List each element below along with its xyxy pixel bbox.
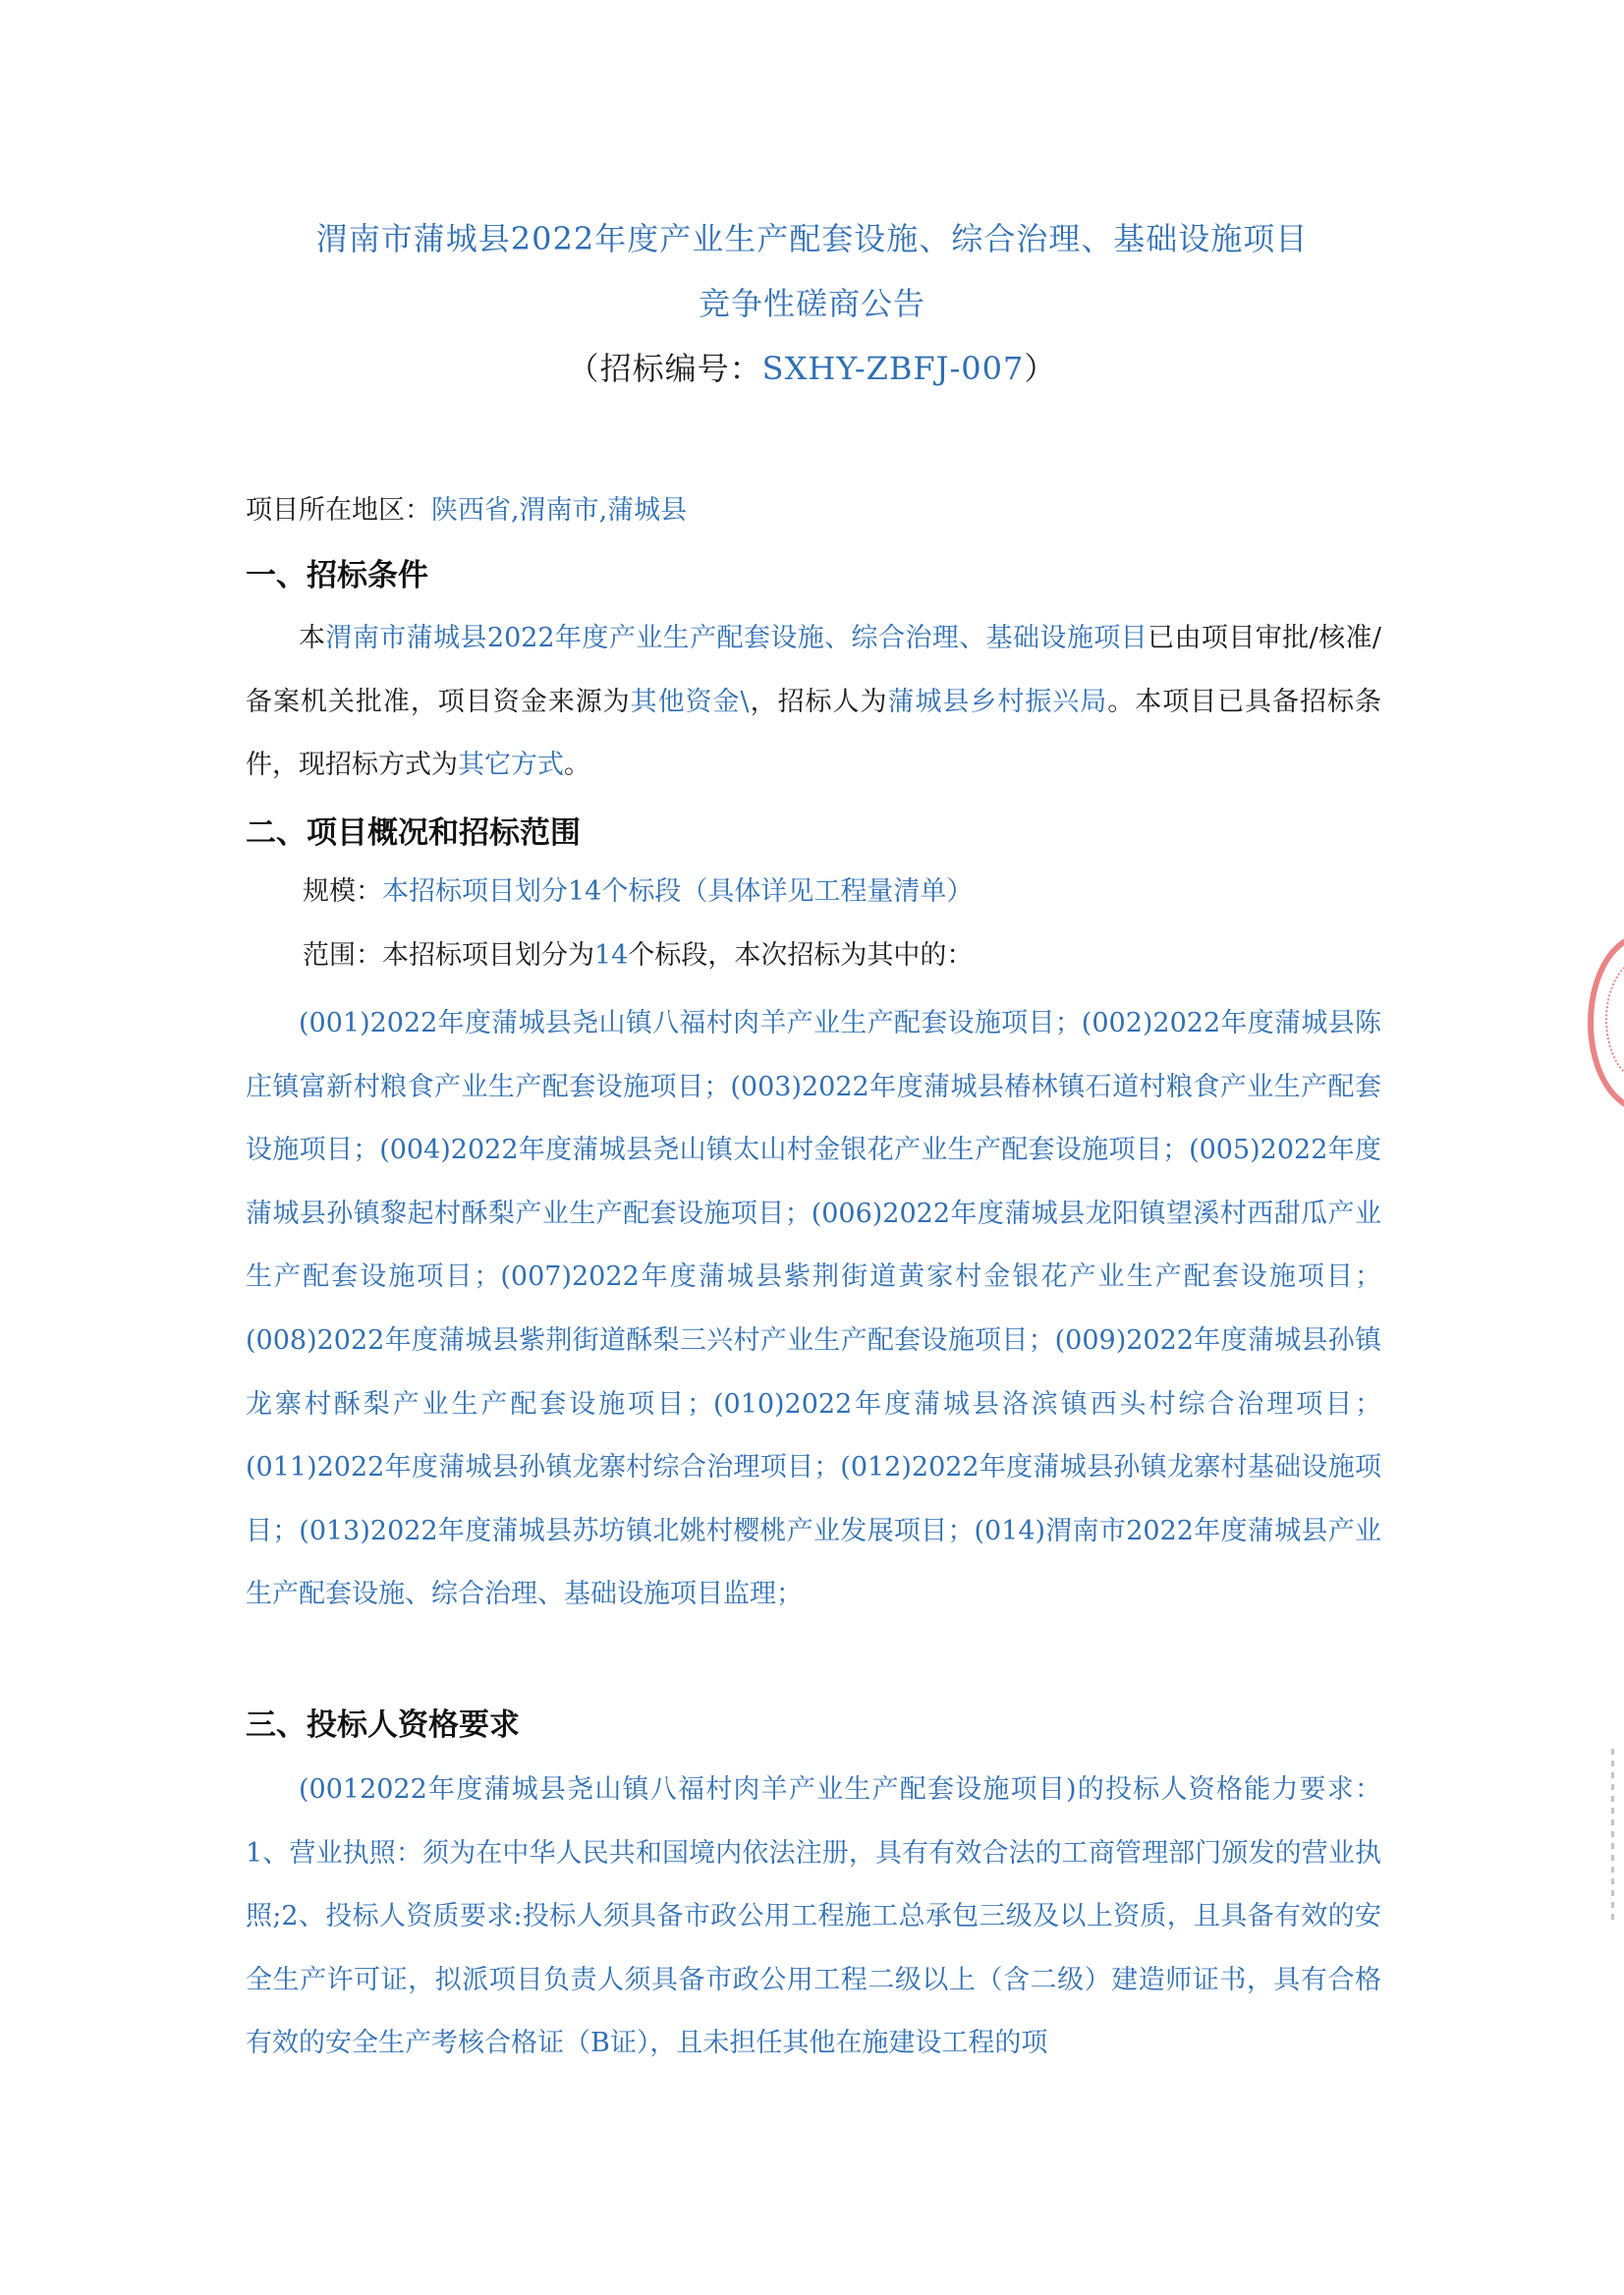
document-title-line1: 渭南市蒲城县2022年度产业生产配套设施、综合治理、基础设施项目 [315, 220, 1309, 257]
tender-code-suffix: ） [1024, 350, 1057, 387]
document-title-line2: 竞争性磋商公告 [698, 285, 925, 322]
section1-text-b: 已由项目审批/核准/备案机关批准，项目资金来源为 [246, 623, 1381, 717]
project-location [246, 491, 687, 531]
red-seal-stamp [1588, 933, 1624, 1112]
scale-label: 规模： [303, 876, 382, 907]
section1-paragraph [246, 607, 1381, 798]
section1-text-c: ，招标人为 [749, 686, 888, 717]
qualification-paragraph: (0012022年度蒲城县尧山镇八福村肉羊产业生产配套设施项目)的投标人资格能力要求：1、营业执照：须为在中华人民共和国境内依法注册，具有有效合法的工商管理部门颁发的营业执照;2、投标人资质要求:投标人须具备市政公用工程施工总承包三级及以上资质，且具备有效的安全生产许可证，拟派项目负责人须具备市政公用工程二级以上（含二级）建造师证书，具有合格有效的安全生产考核合格证（B证），且未担任其他在施建设工程的项 [246, 1774, 1381, 2059]
scope-label: 范围： [303, 940, 382, 971]
location-value: 陕西省,渭南市,蒲城县 [431, 495, 688, 526]
scope-count: 14 [594, 940, 629, 971]
section2-heading: 二、项目概况和招标范围 [246, 815, 581, 851]
binding-margin-mark [1611, 1749, 1614, 1926]
tender-code-value: SXHY-ZBFJ-007 [761, 350, 1025, 387]
scope-text-a: 本招标项目划分为 [382, 940, 594, 971]
scale-value: 本招标项目划分14个标段（具体详见工程量清单） [382, 876, 974, 907]
section3-heading: 三、投标人资格要求 [246, 1707, 520, 1743]
scale-line [303, 872, 973, 912]
section1-text-a: 本 [299, 623, 326, 653]
seal-inner-ring [1605, 959, 1624, 1081]
tender-code-prefix: （招标编号： [567, 350, 762, 387]
section1-fund: 其他资金\ [630, 686, 750, 717]
section1-heading: 一、招标条件 [246, 558, 428, 593]
section1-tenderer: 蒲城县乡村振兴局 [887, 686, 1108, 717]
section1-method: 其它方式 [458, 750, 564, 781]
scope-line [303, 936, 973, 976]
location-label: 项目所在地区： [246, 495, 431, 526]
scope-text-b: 个标段，本次招标为其中的： [628, 940, 974, 971]
tender-code [0, 344, 1624, 389]
section1-project-name: 渭南市蒲城县2022年度产业生产配套设施、综合治理、基础设施项目 [325, 623, 1148, 653]
lots-list: (001)2022年度蒲城县尧山镇八福村肉羊产业生产配套设施项目；(002)2022年度蒲城县陈庄镇富新村粮食产业生产配套设施项目；(003)2022年度蒲城县椿林镇石道村粮食产业生产配套设施项目；(004)2022年度蒲城县尧山镇太山村金银花产业生产配套设施项目；(005)2022年度蒲城县孙镇黎起村酥梨产业生产配套设施项目；(006)2022年度蒲城县龙阳镇望溪村西甜瓜产业生产配套设施项目；(007)2022年度蒲城县紫荆街道黄家村金银花产业生产配套设施项目；(008)2022年度蒲城县紫荆街道酥梨三兴村产业生产配套设施项目；(009)2022年度蒲城县孙镇龙寨村酥梨产业生产配套设施项目；(010)2022年度蒲城县洛滨镇西头村综合治理项目；(011)2022年度蒲城县孙镇龙寨村综合治理项目；(012)2022年度蒲城县孙镇龙寨村基础设施项目；(013)2022年度蒲城县苏坊镇北姚村樱桃产业发展项目；(014)渭南市2022年度蒲城县产业生产配套设施、综合治理、基础设施项目监理； [246, 1008, 1381, 1610]
section1-text-e: 。 [564, 750, 590, 781]
section1-text-d: 。本项目已具备招标条件，现招标方式为 [246, 686, 1382, 781]
